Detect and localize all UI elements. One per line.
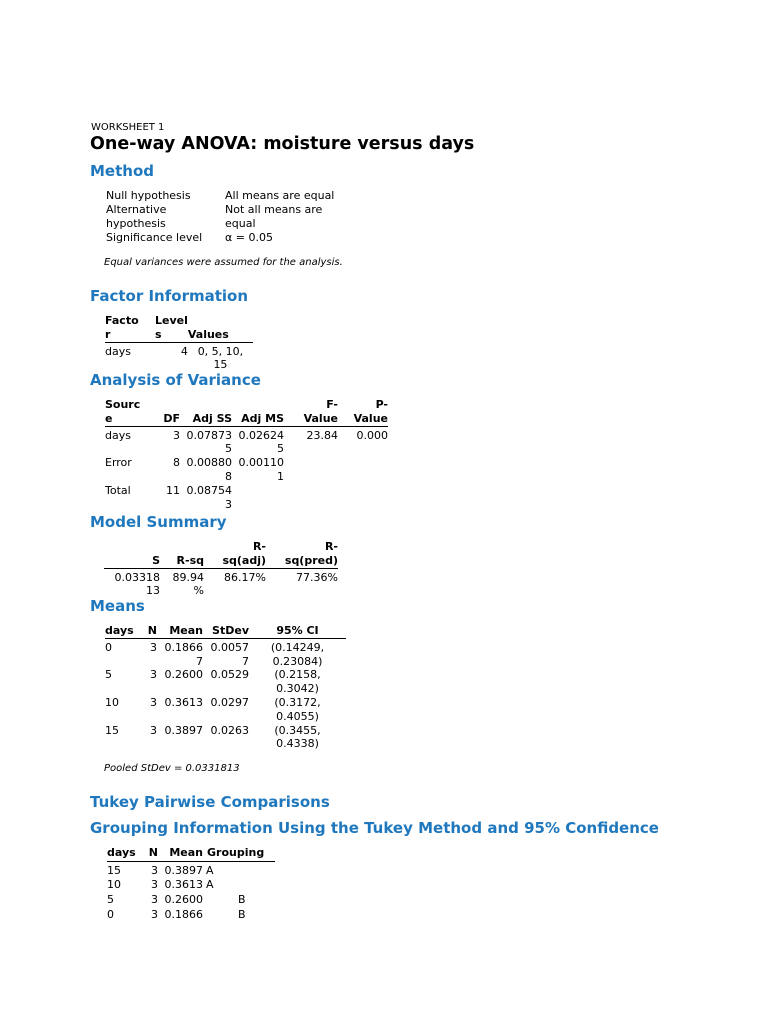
column-header: days — [107, 846, 143, 861]
table-cell: 0.3613 — [164, 695, 203, 709]
grouping-cell — [238, 861, 275, 878]
table-cell: 0.3897 — [164, 723, 203, 737]
table-row — [105, 426, 388, 456]
table-cell: 10 — [105, 695, 119, 709]
table-cell: 0 — [105, 640, 112, 654]
table-cell: 11 — [166, 483, 180, 497]
model-summary-table — [104, 540, 338, 598]
column-header: R- sq(pred) — [266, 540, 338, 568]
worksheet-label: WORKSHEET 1 — [91, 122, 165, 133]
table-cell: (0.2158, 0.3042) — [274, 668, 321, 696]
method-value: α = 0.05 — [225, 231, 273, 244]
table-cell: 0.3613 — [164, 878, 203, 892]
grouping-cell — [203, 893, 238, 908]
table-cell: 0.1866 7 — [164, 640, 203, 668]
table-cell: 0.00110 1 — [238, 456, 284, 483]
table-header-row — [105, 398, 388, 426]
method-value: Not all means are equal — [225, 203, 323, 230]
column-header: R- sq(adj) — [204, 540, 266, 568]
column-header: P- Value — [338, 398, 388, 426]
table-cell: 10 — [107, 878, 121, 892]
table-cell: 89.94 % — [172, 570, 204, 598]
column-header: Mean — [157, 624, 203, 638]
column-header: S — [104, 540, 160, 568]
table-cell: 0, 5, 10, 15 — [197, 344, 244, 372]
table-cell: days — [105, 428, 131, 442]
grouping-cell: B — [238, 893, 246, 907]
table-row — [105, 484, 388, 512]
table-cell: 23.84 — [306, 428, 338, 442]
anova-table — [105, 398, 388, 511]
table-cell: 15 — [107, 863, 121, 877]
table-header-row — [105, 624, 346, 638]
column-header: Adj MS — [232, 398, 284, 426]
model-summary-heading: Model Summary — [90, 513, 227, 531]
table-cell — [338, 484, 388, 512]
table-cell: 0 — [107, 907, 114, 921]
table-cell: 0.03318 13 — [114, 570, 160, 598]
table-cell: 0.0297 — [210, 695, 249, 709]
method-row — [106, 231, 334, 245]
table-cell: 77.36% — [296, 570, 338, 584]
column-header: Grouping — [203, 846, 275, 861]
table-cell: 5 — [105, 668, 112, 682]
column-header: Level s — [155, 314, 188, 341]
table-header-row — [105, 314, 253, 342]
table-cell: 0.1866 — [164, 907, 203, 921]
column-header: Values — [188, 314, 253, 342]
tukey-heading: Tukey Pairwise Comparisons — [90, 793, 330, 811]
column-header: Facto r — [105, 314, 155, 342]
table-cell: 86.17% — [224, 570, 266, 584]
method-label: Significance level — [106, 231, 203, 244]
method-row — [106, 203, 334, 231]
column-header: Mean — [158, 846, 203, 861]
column-header: 95% CI — [249, 624, 346, 638]
table-cell: 0.0529 — [210, 668, 249, 682]
column-header: Adj SS — [180, 398, 232, 426]
table-cell: (0.3172, 0.4055) — [274, 695, 321, 723]
table-cell — [338, 456, 388, 484]
table-cell — [232, 484, 284, 512]
table-cell: days — [105, 344, 131, 358]
table-row — [105, 668, 346, 696]
table-cell: (0.14249, 0.23084) — [270, 640, 325, 668]
table-cell: 3 — [151, 878, 158, 892]
method-table — [106, 189, 334, 245]
table-cell: 0.3897 — [164, 863, 203, 877]
grouping-cell: B — [238, 907, 246, 921]
table-cell: 0.2600 — [164, 893, 203, 907]
table-cell: 3 — [150, 640, 157, 654]
method-note: Equal variances were assumed for the analysis. — [104, 257, 343, 268]
table-cell: 0.0263 — [210, 723, 249, 737]
grouping-cell: A — [206, 863, 214, 877]
table-header-row — [107, 846, 275, 861]
table-cell: 0.2600 — [164, 668, 203, 682]
table-cell: 3 — [150, 723, 157, 737]
table-row — [105, 456, 388, 484]
table-cell — [284, 484, 338, 512]
table-cell: 5 — [107, 893, 114, 907]
column-header: F- Value — [284, 398, 338, 426]
table-cell: 3 — [150, 668, 157, 682]
means-heading: Means — [90, 597, 145, 615]
pooled-stdev-note: Pooled StDev = 0.0331813 — [104, 763, 240, 774]
table-row — [105, 724, 346, 752]
anova-heading: Analysis of Variance — [90, 371, 261, 389]
method-label: Alternative hypothesis — [106, 203, 167, 230]
table-cell: 0.08754 3 — [186, 483, 232, 511]
table-cell: 3 — [173, 428, 180, 442]
method-label: Null hypothesis — [106, 189, 191, 202]
table-row — [107, 878, 275, 893]
table-cell — [284, 456, 338, 484]
column-header: days — [105, 624, 141, 638]
table-cell: 15 — [105, 723, 119, 737]
table-row — [105, 638, 346, 668]
table-cell: 0.0057 7 — [210, 640, 249, 668]
method-heading: Method — [90, 162, 154, 180]
table-cell: 0.000 — [356, 428, 388, 442]
tukey-subheading: Grouping Information Using the Tukey Method and 95% Confidence — [90, 819, 659, 837]
table-row — [107, 861, 275, 878]
table-cell: Total — [105, 483, 131, 497]
grouping-cell — [238, 878, 275, 893]
table-cell: Error — [105, 456, 132, 470]
grouping-cell — [203, 908, 238, 923]
method-value: All means are equal — [225, 189, 335, 202]
grouping-cell: A — [206, 878, 214, 892]
column-header: N — [143, 846, 158, 861]
table-cell: 0.00880 8 — [186, 456, 232, 483]
column-header: StDev — [203, 624, 249, 638]
column-header: R-sq — [160, 540, 204, 568]
table-header-row — [104, 540, 338, 568]
page-title: One-way ANOVA: moisture versus days — [90, 134, 475, 154]
column-header: N — [141, 624, 157, 638]
factor-info-table — [105, 314, 253, 372]
table-cell: (0.3455, 0.4338) — [274, 723, 321, 751]
table-cell: 0.02624 5 — [238, 428, 284, 456]
table-row — [107, 908, 275, 923]
table-cell: 3 — [150, 695, 157, 709]
table-row — [105, 342, 253, 372]
column-header: Sourc e — [105, 398, 145, 426]
table-cell: 3 — [151, 863, 158, 877]
column-header: DF — [145, 398, 180, 426]
table-cell: 8 — [173, 456, 180, 470]
table-cell: 3 — [151, 907, 158, 921]
table-cell: 0.07873 5 — [186, 428, 232, 456]
table-cell: 4 — [180, 344, 188, 358]
factor-info-heading: Factor Information — [90, 287, 249, 305]
table-cell: 3 — [151, 893, 158, 907]
means-table — [105, 624, 346, 751]
table-row — [105, 696, 346, 724]
table-row — [104, 568, 338, 598]
method-row — [106, 189, 334, 203]
tukey-grouping-table — [107, 846, 275, 923]
table-row — [107, 893, 275, 908]
